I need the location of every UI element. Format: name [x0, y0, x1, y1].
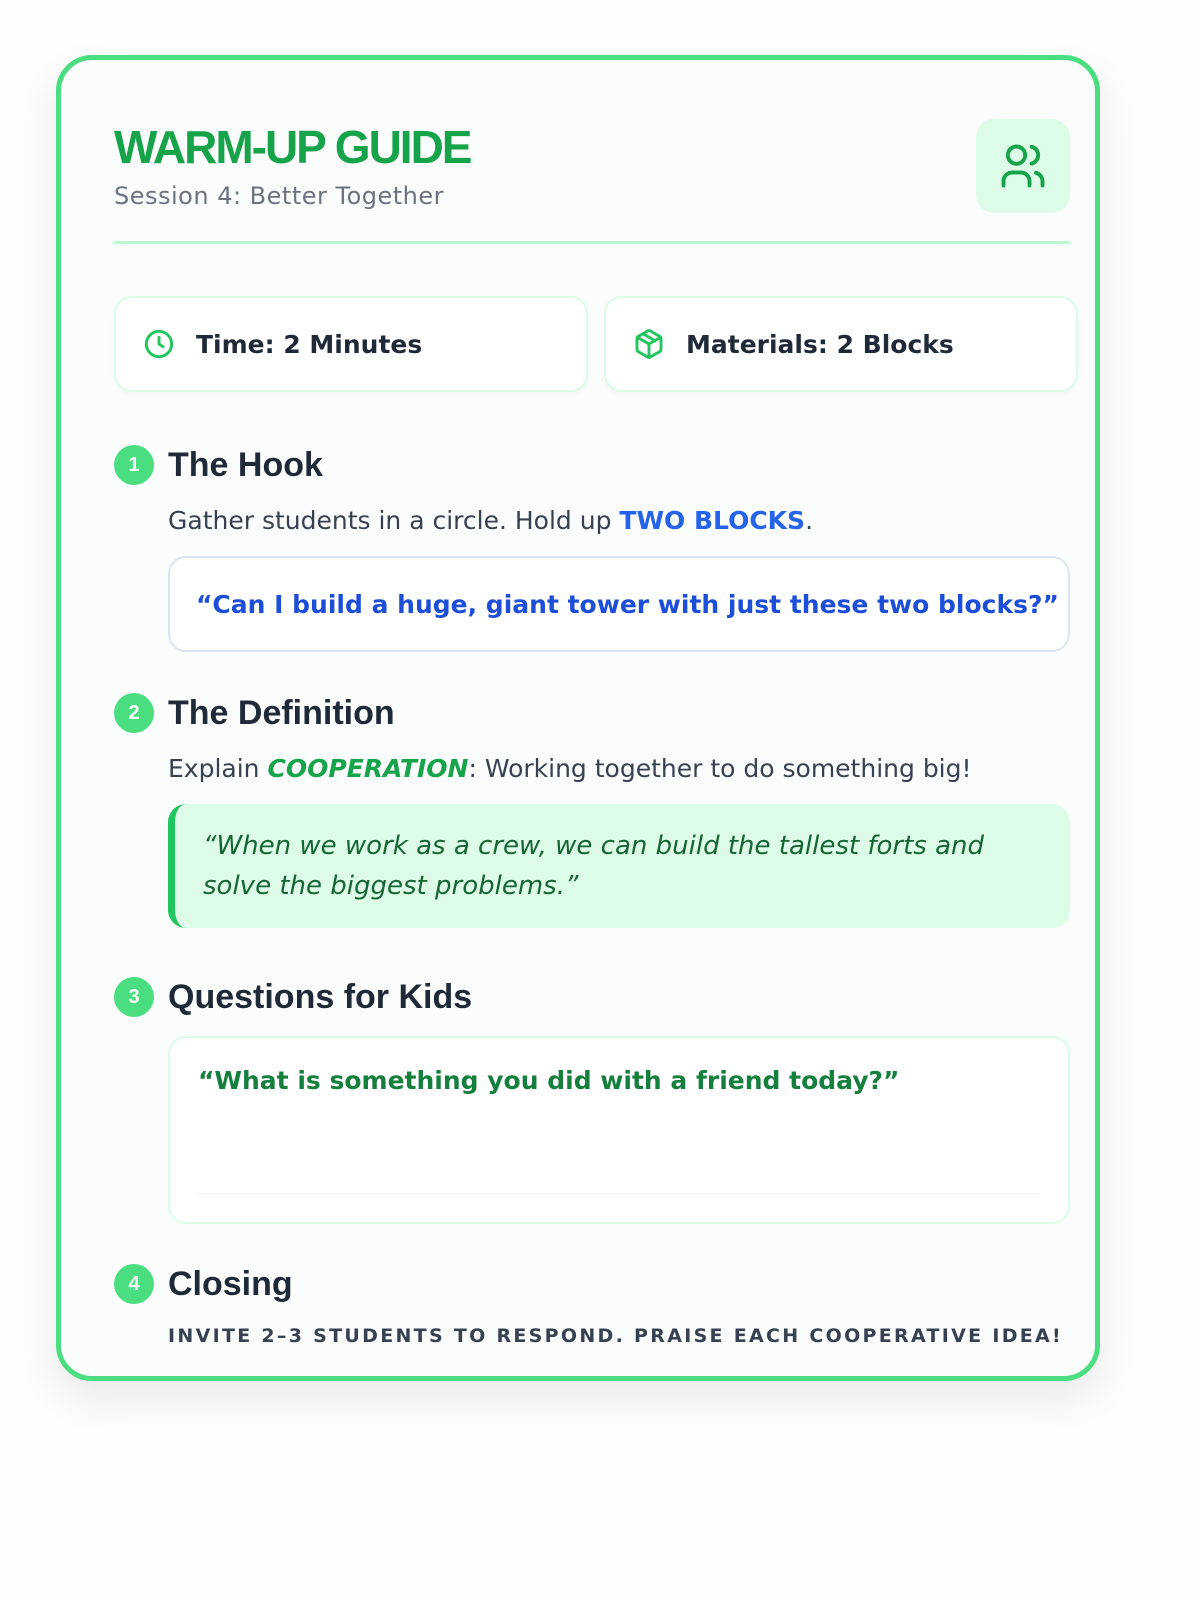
materials-info-box: [604, 296, 1078, 392]
page-title: WARM-UP GUIDE: [114, 121, 471, 173]
step-body: [168, 504, 1070, 652]
time-info-box: [114, 296, 588, 392]
session-subtitle: Session 4: Better Together: [114, 182, 445, 210]
step-number-badge: 3: [114, 977, 154, 1017]
closing-instruction: INVITE 2–3 STUDENTS TO RESPOND. PRAISE EACH COOPERATIVE IDEA!: [168, 1325, 1064, 1347]
hook-highlight: TWO BLOCKS: [619, 506, 806, 535]
step-title: The Definition: [168, 693, 395, 732]
question-text: “What is something you did with a friend today?”: [198, 1066, 900, 1095]
definition-highlight: COOPERATION: [267, 754, 469, 783]
definition-text: Explain: [168, 754, 268, 783]
users-icon: [976, 119, 1070, 213]
step-body: [168, 1325, 1070, 1347]
step-header: [114, 444, 1070, 486]
info-row: [114, 296, 1070, 392]
hook-quote: “Can I build a huge, giant tower with just these two blocks?”: [168, 556, 1070, 652]
step-definition: [114, 692, 1070, 928]
step-number-badge: 2: [114, 693, 154, 733]
box-icon: [632, 327, 666, 361]
step-header: [114, 976, 1070, 1018]
hook-text: Gather students in a circle. Hold up: [168, 506, 620, 535]
card-header: [114, 122, 1070, 210]
step-title: Questions for Kids: [168, 977, 473, 1016]
clock-icon: [142, 327, 176, 361]
step-title: The Hook: [168, 445, 323, 484]
definition-text-end: : Working together to do something big!: [468, 754, 972, 783]
definition-instruction: [168, 752, 1070, 786]
step-number-badge: 1: [114, 445, 154, 485]
step-body: [168, 1036, 1070, 1224]
step-body: [168, 752, 1070, 928]
step-header: [114, 692, 1070, 734]
step-number-badge: 4: [114, 1264, 154, 1304]
header-divider: [114, 241, 1070, 244]
definition-quote: “When we work as a crew, we can build the tallest forts and solve the biggest problems.”: [168, 804, 1070, 928]
step-questions: [114, 976, 1070, 1224]
warm-up-card: [56, 55, 1100, 1381]
question-box: [168, 1036, 1070, 1224]
step-hook: [114, 444, 1070, 652]
materials-label: Materials: 2 Blocks: [686, 329, 954, 359]
step-closing: [114, 1263, 1070, 1347]
step-title: Closing: [168, 1264, 293, 1303]
hook-instruction: [168, 504, 1070, 538]
answer-line: [198, 1193, 1040, 1194]
hook-text-end: .: [805, 506, 814, 535]
step-header: [114, 1263, 1070, 1305]
time-label: Time: 2 Minutes: [196, 329, 423, 359]
